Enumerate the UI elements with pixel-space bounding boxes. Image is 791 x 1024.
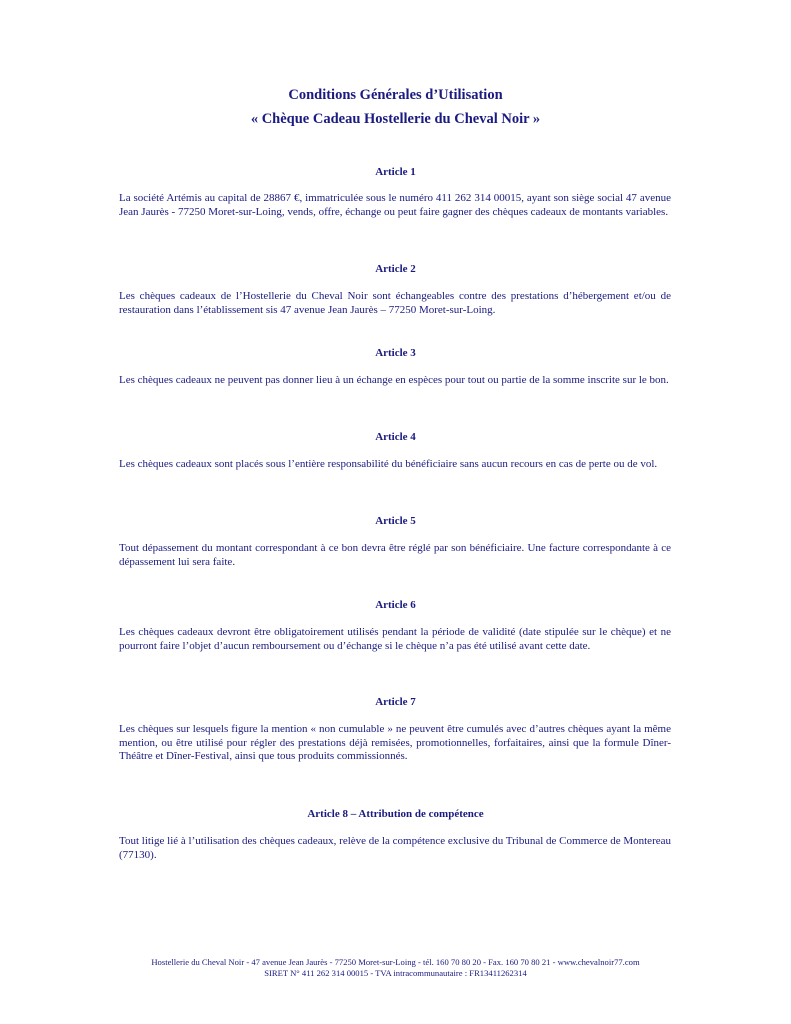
article-6-heading: Article 6	[375, 599, 416, 611]
footer-siret: SIRET N° 411 262 314 00015 - TVA intracommunautaire : FR13411262314	[264, 968, 527, 978]
document-subtitle: « Chèque Cadeau Hostellerie du Cheval Noir »	[250, 111, 541, 127]
article-4-text: Les chèques cadeaux sont placés sous l’entière responsabilité du bénéficiaire sans aucun recours en cas de perte ou de vol.	[119, 458, 658, 470]
article-1-text: La société Artémis au capital de 28867 €, immatriculée sous le numéro 411 262 314 00015, ayant son siège social 47 avenue Jean Jaurès - 77250 Moret-sur-Loing, vends, offre, échange ou peut faire gagner des chèques cadeaux de montants variables.	[119, 192, 671, 218]
article-3-heading: Article 3	[375, 347, 416, 359]
article-5-heading: Article 5	[375, 515, 416, 527]
document-title: Conditions Générales d’Utilisation	[288, 87, 503, 103]
article-8-text: Tout litige lié à l’utilisation des chèques cadeaux, relève de la compétence exclusive du Tribunal de Commerce de Montereau (77130).	[119, 835, 671, 861]
article-7-heading: Article 7	[375, 696, 416, 708]
article-6-text: Les chèques cadeaux devront être obligatoirement utilisés pendant la période de validité (date stipulée sur le chèque) et ne pourront faire l’objet d’aucun remboursement ou d’échange si le chèque n’a pas été utilisé avant cette date.	[119, 626, 671, 652]
article-1-heading: Article 1	[375, 166, 416, 178]
article-8-heading: Article 8 – Attribution de compétence	[307, 808, 484, 820]
article-7-text: Les chèques sur lesquels figure la mention « non cumulable » ne peuvent être cumulés avec d’autres chèques ayant la même mention, ou être utilisé pour régler des prestations déjà remisées, promotionnelles, forfaitaires, ainsi que la formule Dîner-Théâtre et Dîner-Festival, ainsi que tous produits commissionnés.	[119, 723, 671, 763]
article-5-text: Tout dépassement du montant correspondant à ce bon devra être réglé par son bénéficiaire. Une facture correspondante à ce dépassement lui sera faite.	[119, 542, 671, 568]
footer-address: Hostellerie du Cheval Noir - 47 avenue Jean Jaurès - 77250 Moret-sur-Loing - tél. 160 70 80 20 - Fax. 160 70 80 21 - www.chevalnoir77.com	[151, 957, 640, 967]
article-2-text: Les chèques cadeaux de l’Hostellerie du Cheval Noir sont échangeables contre des prestations d’hébergement et/ou de restauration dans l’établissement sis 47 avenue Jean Jaurès – 77250 Moret-sur-Loing.	[119, 290, 671, 316]
article-2-heading: Article 2	[375, 263, 416, 275]
article-4-heading: Article 4	[375, 431, 416, 443]
article-3-text: Les chèques cadeaux ne peuvent pas donner lieu à un échange en espèces pour tout ou partie de la somme inscrite sur le bon.	[119, 374, 669, 386]
